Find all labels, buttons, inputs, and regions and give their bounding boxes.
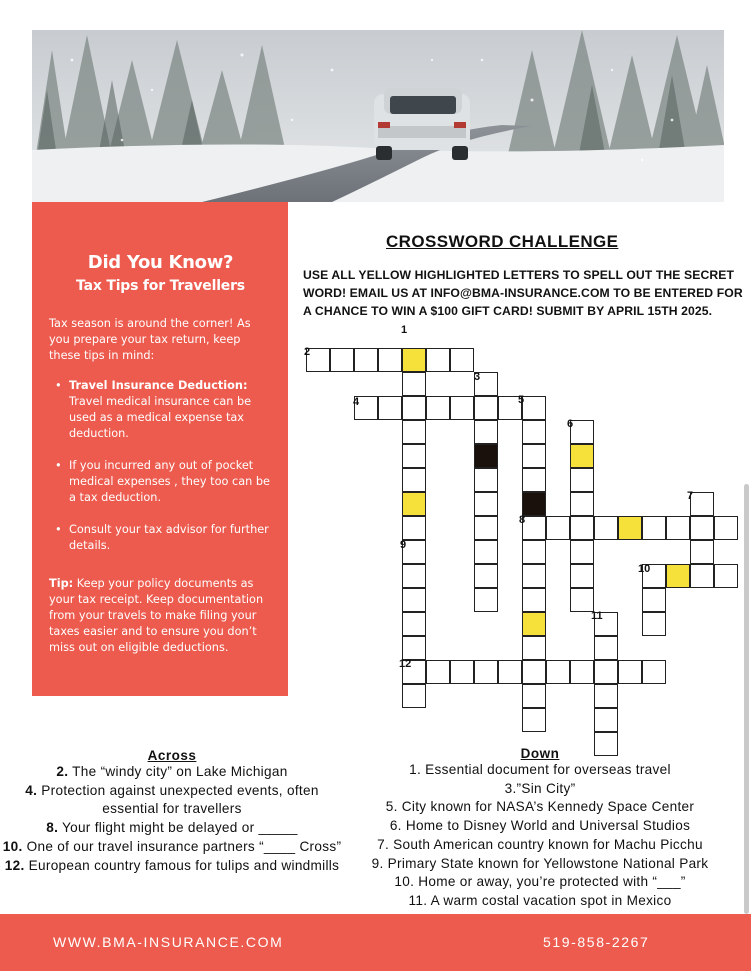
crossword-cell[interactable] bbox=[522, 708, 546, 732]
crossword-cell[interactable] bbox=[522, 396, 546, 420]
tip-item bbox=[49, 378, 272, 442]
crossword-cell[interactable] bbox=[402, 420, 426, 444]
crossword-cell-highlighted[interactable] bbox=[522, 612, 546, 636]
footer-bar bbox=[0, 914, 751, 971]
crossword-cell[interactable] bbox=[594, 636, 618, 660]
clue-number-3: 3 bbox=[474, 371, 481, 383]
crossword-cell-highlighted[interactable] bbox=[570, 444, 594, 468]
clue-across bbox=[0, 819, 344, 838]
clue-number-4: 4 bbox=[353, 396, 360, 408]
crossword-cell[interactable] bbox=[426, 396, 450, 420]
crossword-cell[interactable] bbox=[570, 468, 594, 492]
clue-text: The “windy city” on Lake Michigan bbox=[68, 764, 288, 779]
crossword-cell[interactable] bbox=[642, 612, 666, 636]
crossword-cell[interactable] bbox=[474, 372, 498, 396]
crossword-cell[interactable] bbox=[594, 708, 618, 732]
crossword-cell[interactable] bbox=[522, 588, 546, 612]
crossword-cell[interactable] bbox=[594, 516, 618, 540]
crossword-cell[interactable] bbox=[498, 394, 525, 420]
crossword-cell[interactable] bbox=[402, 588, 426, 612]
clue-down: 5. City known for NASA’s Kennedy Space Center bbox=[385, 799, 695, 815]
crossword-cell[interactable] bbox=[522, 684, 546, 708]
crossword-cell[interactable] bbox=[594, 612, 618, 636]
crossword-cell[interactable] bbox=[306, 348, 330, 372]
crossword-cell[interactable] bbox=[474, 564, 498, 588]
crossword-cell[interactable] bbox=[522, 420, 546, 444]
crossword-cell-highlighted[interactable] bbox=[402, 492, 426, 516]
crossword-cell[interactable] bbox=[570, 492, 594, 516]
crossword-cell[interactable] bbox=[594, 660, 618, 684]
crossword-cell[interactable] bbox=[570, 660, 594, 684]
clue-number-11: 11 bbox=[591, 610, 603, 622]
phone-number[interactable]: 519-858-2267 bbox=[543, 934, 650, 950]
clue-down: 6. Home to Disney World and Universal Studios bbox=[389, 818, 691, 834]
crossword-cell[interactable] bbox=[546, 516, 570, 540]
crossword-cell[interactable] bbox=[450, 396, 474, 420]
clue-number: 2. bbox=[56, 764, 69, 779]
clue-text: Protection against unexpected events, often essential for travellers bbox=[37, 782, 319, 817]
clue-down: 3.”Sin City” bbox=[504, 780, 576, 796]
crossword-cell[interactable] bbox=[402, 636, 426, 660]
clue-across bbox=[0, 857, 344, 876]
clue-number-7: 7 bbox=[687, 490, 694, 502]
crossword-cell[interactable] bbox=[402, 372, 426, 396]
crossword-cell[interactable] bbox=[474, 468, 498, 492]
clue-number-6: 6 bbox=[567, 418, 574, 430]
crossword-cell[interactable] bbox=[402, 468, 426, 492]
website-link[interactable]: WWW.BMA-INSURANCE.COM bbox=[53, 934, 284, 950]
clue-number-8: 8 bbox=[519, 514, 526, 526]
tip-text: If you incurred any out of pocket medical expenses , they too can be a tax deduction. bbox=[69, 459, 271, 504]
tips-list bbox=[49, 378, 272, 554]
crossword-cell[interactable] bbox=[522, 636, 546, 660]
crossword-cell[interactable] bbox=[426, 660, 450, 684]
crossword-cell[interactable] bbox=[450, 660, 474, 684]
crossword-cell[interactable] bbox=[354, 348, 378, 372]
down-clues bbox=[340, 748, 740, 911]
clue-number-12: 12 bbox=[399, 658, 412, 670]
clue-number: 12. bbox=[4, 857, 25, 873]
clue-number-9: 9 bbox=[400, 539, 407, 551]
crossword-cell[interactable] bbox=[690, 492, 714, 516]
crossword-cell[interactable] bbox=[474, 540, 498, 564]
crossword-cell[interactable] bbox=[570, 516, 594, 540]
crossword-cell-blocked bbox=[474, 444, 498, 468]
clue-text: European country famous for tulips and windmills bbox=[24, 857, 340, 873]
clue-number-5: 5 bbox=[518, 394, 525, 406]
crossword-cell[interactable] bbox=[546, 660, 570, 684]
sidebar-title: Did You Know? bbox=[87, 252, 234, 273]
crossword-cell[interactable] bbox=[714, 564, 738, 588]
crossword-cell-highlighted[interactable] bbox=[618, 516, 642, 540]
crossword-cell-blocked bbox=[522, 492, 546, 516]
sidebar-tip bbox=[49, 576, 272, 656]
tax-tips-sidebar bbox=[32, 202, 288, 696]
crossword-cell[interactable] bbox=[402, 540, 426, 564]
clue-text: Your flight might be delayed or _____ bbox=[58, 820, 298, 836]
clue-down: 1. Essential document for overseas travel bbox=[409, 762, 671, 777]
crossword-cell[interactable] bbox=[690, 516, 714, 540]
tip-text: Travel medical insurance can be used as a medical expense tax deduction. bbox=[69, 395, 252, 440]
clue-down: 11. A warm costal vacation spot in Mexico bbox=[408, 892, 672, 908]
crossword-cell[interactable] bbox=[450, 348, 474, 372]
crossword-cell[interactable] bbox=[522, 468, 546, 492]
clue-down: 9. Primary State known for Yellowstone National Park bbox=[371, 855, 709, 871]
crossword-cell[interactable] bbox=[522, 516, 546, 540]
scrollbar[interactable] bbox=[744, 484, 749, 914]
crossword-cell[interactable] bbox=[570, 588, 594, 612]
tip-item bbox=[49, 458, 272, 506]
clue-across bbox=[0, 763, 344, 782]
crossword-cell[interactable] bbox=[378, 396, 402, 420]
tip-item bbox=[49, 522, 272, 554]
crossword-cell[interactable] bbox=[402, 516, 426, 540]
crossword-cell[interactable] bbox=[474, 660, 498, 684]
crossword-cell[interactable] bbox=[474, 516, 498, 540]
crossword-cell-highlighted[interactable] bbox=[666, 564, 690, 588]
tip-bold: Travel Insurance Deduction: bbox=[69, 379, 248, 392]
sidebar-subtitle: Tax Tips for Travellers bbox=[76, 278, 245, 294]
clue-number: 4. bbox=[25, 782, 38, 798]
crossword-cell[interactable] bbox=[498, 660, 522, 684]
hero-photo bbox=[32, 30, 724, 202]
clue-down: 10. Home or away, you’re protected with “___” bbox=[394, 874, 686, 890]
clue-down: 7. South American country known for Machu Picchu bbox=[377, 836, 703, 852]
crossword-cell[interactable] bbox=[378, 348, 402, 372]
across-heading: Across bbox=[147, 748, 197, 763]
crossword-cell[interactable] bbox=[594, 684, 618, 708]
crossword-cell[interactable] bbox=[714, 516, 738, 540]
crossword-cell[interactable] bbox=[642, 660, 666, 684]
across-clues bbox=[0, 748, 344, 875]
crossword-cell[interactable] bbox=[474, 420, 498, 444]
crossword-cell[interactable] bbox=[522, 444, 546, 468]
crossword-cell[interactable] bbox=[522, 540, 546, 564]
crossword-cell[interactable] bbox=[666, 516, 690, 540]
clue-number-1: 1 bbox=[401, 324, 408, 336]
crossword-cell[interactable] bbox=[642, 516, 666, 540]
crossword-cell[interactable] bbox=[474, 588, 498, 612]
crossword-cell[interactable] bbox=[474, 492, 498, 516]
crossword-cell[interactable] bbox=[402, 660, 426, 684]
crossword-cell[interactable] bbox=[402, 612, 426, 636]
crossword-cell[interactable] bbox=[330, 348, 354, 372]
clue-text: One of our travel insurance partners “____ Cross” bbox=[22, 838, 342, 854]
crossword-cell-highlighted[interactable] bbox=[402, 348, 426, 372]
clue-number-2: 2 bbox=[304, 346, 311, 358]
down-heading: Down bbox=[520, 746, 560, 761]
clue-across bbox=[0, 838, 344, 857]
tip-body: Keep your policy documents as your tax receipt. Keep documentation from your travels to make filing your taxes easier and to ensure you don’t miss out on eligible deductions. bbox=[49, 577, 264, 654]
clue-across bbox=[0, 782, 344, 819]
crossword-cell[interactable] bbox=[474, 396, 498, 420]
crossword-cell[interactable] bbox=[570, 420, 594, 444]
clue-number: 8. bbox=[46, 820, 59, 836]
crossword-cell[interactable] bbox=[402, 396, 426, 420]
crossword-title: CROSSWORD CHALLENGE bbox=[386, 232, 619, 251]
tip-text: Consult your tax advisor for further details. bbox=[69, 523, 269, 552]
crossword-cell[interactable] bbox=[690, 540, 714, 564]
crossword-cell[interactable] bbox=[426, 348, 450, 372]
crossword-cell[interactable] bbox=[642, 588, 666, 612]
sidebar-intro: Tax season is around the corner! As you prepare your tax return, keep these tips in mind: bbox=[49, 317, 251, 362]
crossword-cell[interactable] bbox=[402, 444, 426, 468]
crossword-cell[interactable] bbox=[354, 396, 378, 420]
crossword-cell[interactable] bbox=[570, 540, 594, 564]
crossword-cell[interactable] bbox=[570, 564, 594, 588]
crossword-cell[interactable] bbox=[618, 660, 642, 684]
clue-number: 10. bbox=[2, 838, 23, 854]
crossword-cell[interactable] bbox=[522, 564, 546, 588]
tip-label: Tip: bbox=[49, 577, 74, 590]
crossword-instructions: USE ALL YELLOW HIGHLIGHTED LETTERS TO SPELL OUT THE SECRET WORD! EMAIL US AT INFO@BMA-INSURANCE.COM TO BE ENTERED FOR A CHANCE TO WIN A $100 GIFT CARD! SUBMIT BY APRIL 15TH 2025. bbox=[303, 268, 743, 318]
clue-number-10: 10 bbox=[638, 563, 651, 575]
crossword-cell[interactable] bbox=[690, 564, 714, 588]
crossword-cell[interactable] bbox=[522, 660, 546, 684]
crossword-cell[interactable] bbox=[402, 684, 426, 708]
crossword-cell[interactable] bbox=[642, 564, 666, 588]
crossword-cell[interactable] bbox=[402, 564, 426, 588]
